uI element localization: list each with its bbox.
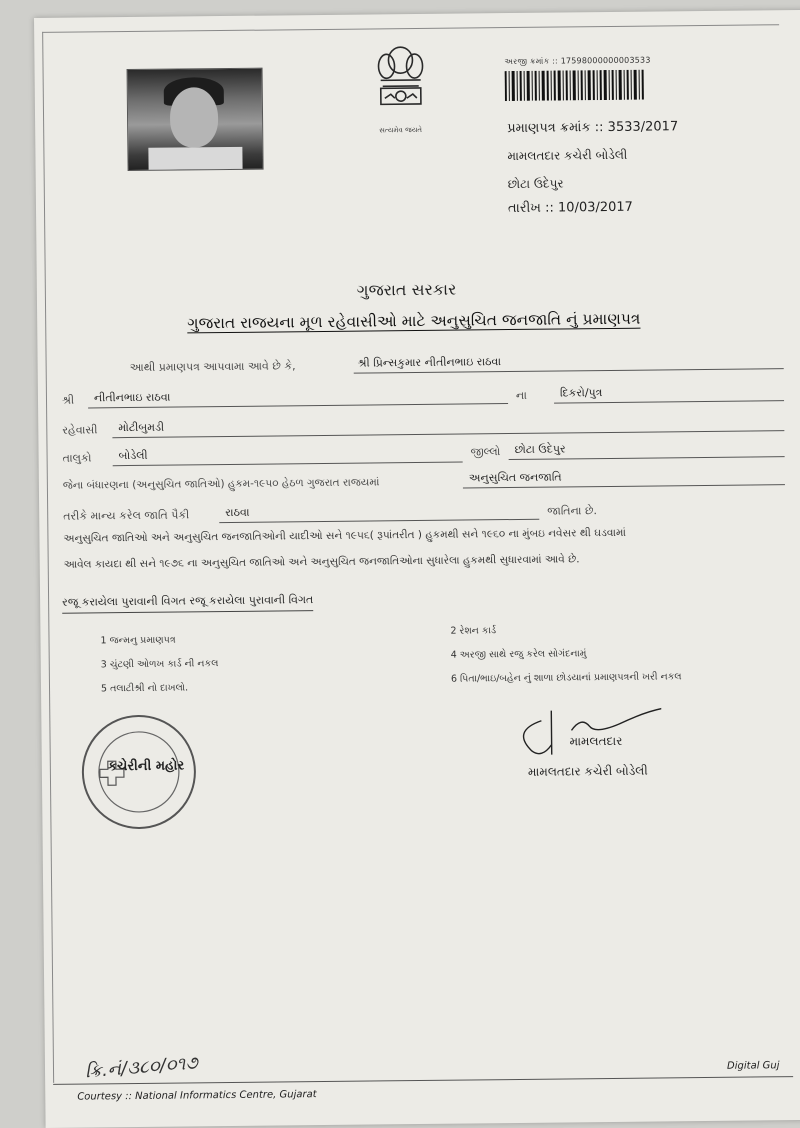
- district-label: જીલ્લો: [470, 445, 501, 459]
- application-number: અરજી ક્રમાંક :: 17598000000003533: [504, 55, 651, 67]
- handwritten-note: ક્રિ.નં/૩૮૦/૦૧૭: [84, 1052, 199, 1083]
- state-emblem-icon: [372, 42, 429, 123]
- intro-label: આથી પ્રમાણપત્ર આપવામા આવે છે કે,: [129, 359, 296, 375]
- father-name: નીતીનભાઇ રાઠવા: [93, 390, 171, 405]
- certificate-number: 3533/2017: [607, 119, 679, 135]
- barcode-icon: [505, 70, 645, 101]
- relation-label: ના: [515, 388, 527, 402]
- order-label: જેના બંધારણના (અનુસુચિત જાતિઓ) હુકમ-૧૯૫૦ હેઠળ ગુજરાત રાજયમાં: [62, 476, 380, 492]
- emblem-caption: સત્યમેવ જયતે: [379, 125, 423, 135]
- caste-label: તરીકે માન્ય કરેલ જાતિ પૈકી: [63, 508, 190, 523]
- footer-courtesy: Courtesy :: National Informatics Centre, Gujarat: [77, 1089, 317, 1103]
- taluka-label: તાલુકો: [62, 451, 92, 465]
- date-label: તારીખ ::: [507, 200, 554, 217]
- paragraph-line-1: અનુસુચિત જાતિઓ અને અનુસુચિત જનજાતિઓની યાદીઓ સને ૧૯૫૬( રૂપાંતરીત ) હુકમથી સને ૧૯૬૦ ના મુંબઇ નવેસર થી ઘડવામાં: [63, 526, 627, 545]
- footer-digital: Digital Guj: [726, 1060, 780, 1072]
- father-prefix: શ્રી: [61, 393, 75, 407]
- certificate-number-label: પ્રમાણપત્ર ક્રમાંક ::: [507, 120, 604, 137]
- paragraph-line-2: આવેલ કાયદા થી સને ૧૯૭૬ ના અનુસુચિત જાતિઓ અને અનુસુચિત જનજાતિઓના સુધારેલા હુકમથી સુધારવામાં આવે છે.: [63, 553, 580, 571]
- document-item: 3 ચુંટણી ઓળખ કાર્ડ ની નકલ: [100, 658, 219, 671]
- document-item: 5 તલાટીશ્રી નો દાખલો.: [100, 682, 189, 695]
- issuing-district: છોટા ઉદેપુર: [507, 176, 564, 192]
- taluka-value: બોડેલી: [118, 448, 148, 463]
- issuing-office: મામલતદાર કચેરી બોડેલી: [507, 147, 628, 164]
- caste-suffix: જાતિના છે.: [547, 504, 598, 518]
- relation-value: દિકરો/પુત્ર: [559, 386, 603, 400]
- seal-text: કચેરીની મહોર: [107, 758, 185, 775]
- proof-heading: રજૂ કરાયેલા પુરાવાની વિગત રજૂ કરાયેલા પુરાવાની વિગત: [62, 593, 313, 614]
- caste-value: રાઠવા: [225, 505, 250, 520]
- document-item: 4 અરજી સાથે રજુ કરેલ સોગંદનામું: [450, 648, 587, 661]
- resident-label: રહેવાસી: [62, 423, 98, 437]
- document-item: 1 જન્મનુ પ્રમાણપત્ર: [100, 634, 176, 647]
- district-value: છોટા ઉદેપુર: [514, 442, 566, 456]
- officer-title: મામલતદાર: [569, 733, 623, 749]
- document-item: 2 રેશન કાર્ડ: [450, 625, 497, 637]
- applicant-photo: [127, 68, 264, 171]
- applicant-name: શ્રી પ્રિન્સકુમાર નીતીનભાઇ રાઠવા: [357, 355, 502, 370]
- page-title: ગુજરાત સરકાર: [356, 279, 457, 300]
- officer-office: મામલતદાર કચેરી બોડેલી: [527, 763, 648, 779]
- village-value: મોટીબુમડી: [118, 420, 165, 435]
- certificate-number-row: [507, 119, 678, 136]
- date-row: [508, 200, 633, 216]
- legal-paragraph: [63, 518, 784, 578]
- issue-date: 10/03/2017: [557, 199, 633, 216]
- officer-signature-icon: [511, 699, 662, 761]
- certificate-subtitle: ગુજરાત રાજયના મૂળ રહેવાસીઓ માટે અનુસુચિત જનજાતિ નું પ્રમાણપત્ર: [187, 309, 641, 333]
- document-item: 6 પિતા/ભાઇ/બહેન નું શાળા છોડયાનાં પ્રમાણપત્રની ખરી નકલ: [450, 671, 682, 685]
- certificate-sheet: [34, 10, 800, 1128]
- category-value: અનુસુચિત જનજાતિ: [468, 470, 562, 485]
